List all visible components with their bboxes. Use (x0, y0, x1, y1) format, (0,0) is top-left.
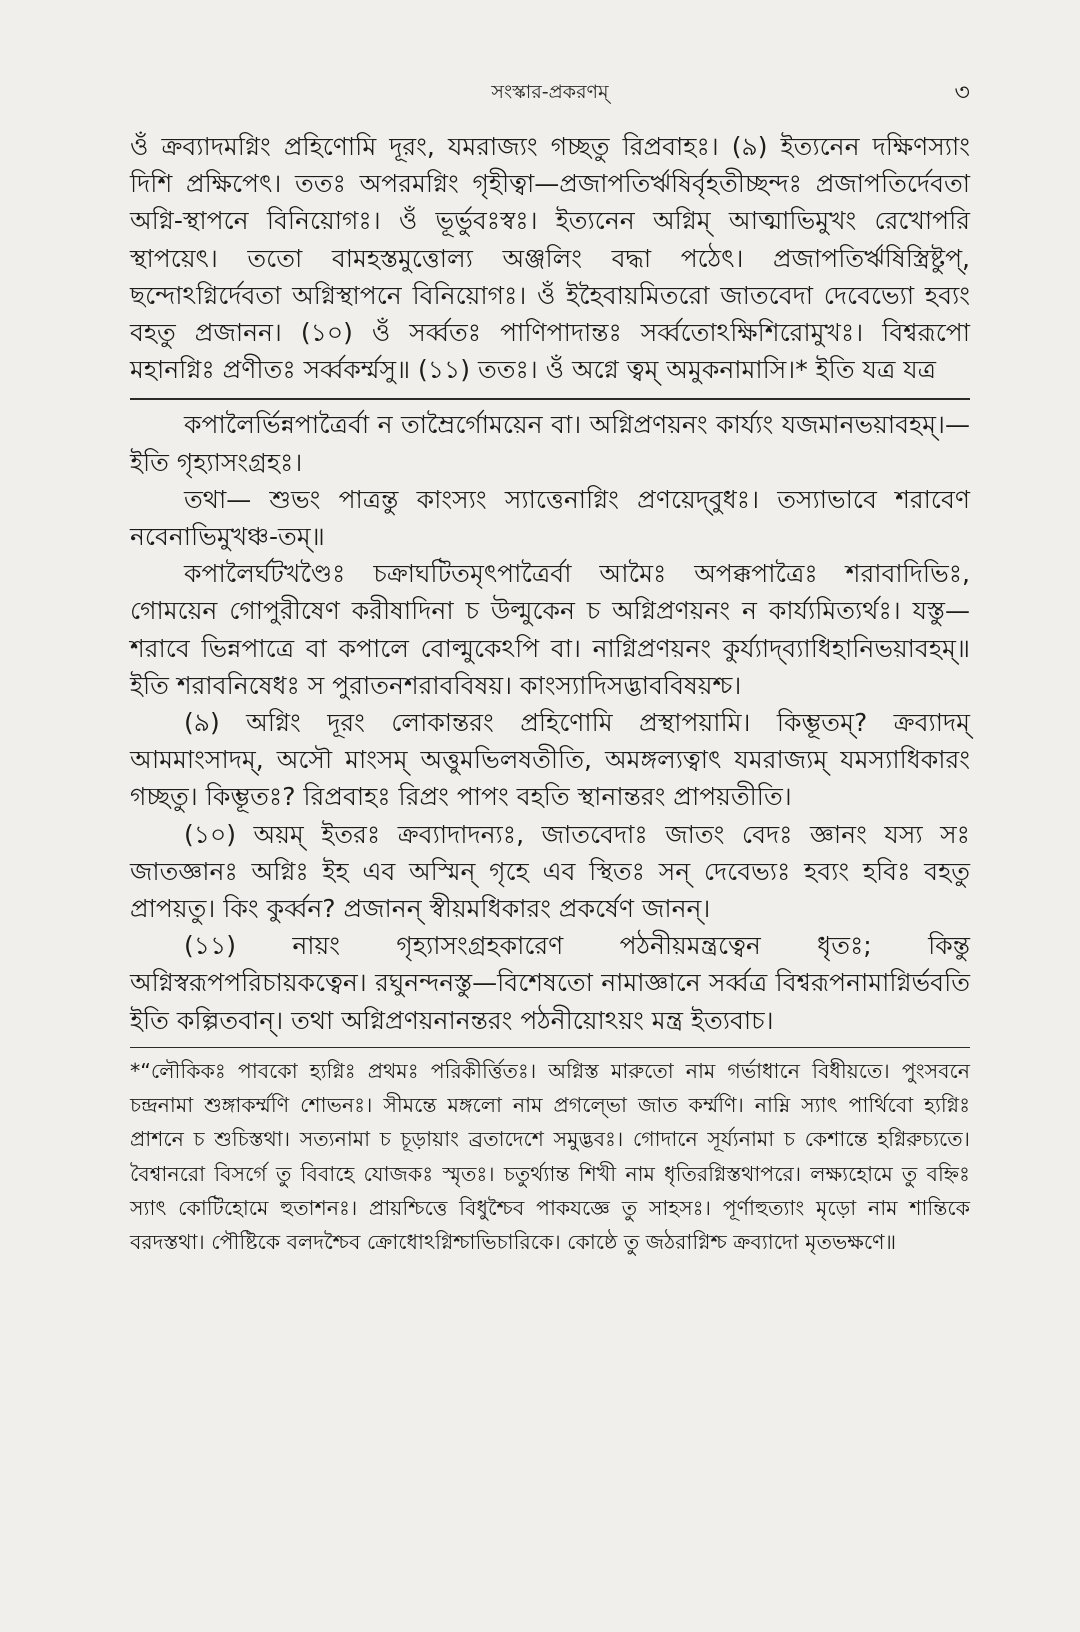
book-page (130, 72, 970, 1260)
main-text: ওঁ ক্রব্যাদমগ্নিং প্রহিণোমি দূরং, যমরাজ্যং গচ্ছতু রিপ্রবাহঃ। (৯) ইত্যনেন দক্ষিণস্যাং দিশি প্রক্ষিপেৎ। ততঃ অপরমগ্নিং গৃহীত্বা—প্রজাপতির্ঋষির্বৃহতীচ্ছন্দঃ প্রজাপতির্দেবতা অগ্নি-স্থাপনে বিনিয়োগঃ। ওঁ ভূর্ভুবঃস্বঃ। ইত্যনেন অগ্নিম্ আত্মাভিমুখং রেখোপরি স্থাপয়েৎ। ততো বামহস্তমুত্তোল্য অঞ্জলিং বদ্ধা পঠেৎ। প্রজাপতির্ঋষিস্ত্রিষ্টুপ্‌, ছন্দোঽগ্নির্দেবতা অগ্নিস্থাপনে বিনিয়োগঃ। ওঁ ইহৈবায়মিতরো জাতবেদা দেবেভ্যো হব্যং বহতু প্রজানন। (১০) ওঁ সর্ব্বতঃ পাণিপাদান্তঃ সর্ব্বতোঽক্ষিশিরোমুখঃ। বিশ্বরূপো মহানগ্নিঃ প্রণীতঃ সর্ব্বকর্ম্মসু॥ (১১) ততঃ। ওঁ অগ্নে ত্বম্ অমুকনামাসি।* ইতি যত্র যত্র (130, 132, 970, 385)
running-header (130, 72, 970, 112)
section-divider (130, 398, 970, 400)
footnote-text: *“লৌকিকঃ পাবকো হ্যগ্নিঃ প্রথমঃ পরিকীর্ত্তিতঃ। অগ্নিস্ত মারুতো নাম গর্ভাধানে বিধীয়তে। পুংসবনে চন্দ্রনামা শুঙ্গাকর্ম্মণি শোভনঃ। সীমন্তে মঙ্গলো নাম প্রগল্ভো জাত কর্ম্মণি। নাম্নি স্যাৎ পার্থিবো হ্যগ্নিঃ প্রাশনে চ শুচিস্তথা। সত্যনামা চ চূড়ায়াং ব্রতাদেশে সমুদ্ভবঃ। গোদানে সূর্য্যনামা চ কেশান্তে হগ্নিরুচ্যতে। বৈশ্বানরো বিসর্গে তু বিবাহে যোজকঃ স্মৃতঃ। চতুর্থ্যান্ত শিখী নাম ধৃতিরগ্নিস্তথাপরে। লক্ষ্যহোমে তু বহ্নিঃ স্যাৎ কোটিহোমে হুতাশনঃ। প্রায়শ্চিত্তে বিধুশ্চৈব পাকযজ্ঞে তু সাহসঃ। পূর্ণাহুত্যাং মৃড়ো নাম শান্তিকে বরদস্তথা। পৌষ্টিকে বলদশ্চৈব ক্রোধোঽগ্নিশ্চাভিচারিকে। কোষ্ঠে তু জঠরাগ্নিশ্চ ক্রব্যাদো মৃতভক্ষণে॥ (130, 1058, 970, 1255)
commentary-paragraph: কপালৈর্ঘটখণ্ডৈঃ চক্রাঘটিতমৃৎপাত্রৈর্বা আমৈঃ অপক্কপাত্রৈঃ শরাবাদিভিঃ, গোময়েন গোপুরীষেণ করীষাদিনা চ উল্মুকেন চ অগ্নিপ্রণয়নং ন কার্য্যমিত্যর্থঃ। যস্তু—শরাবে ভিন্নপাত্রে বা কপালে বোল্মুকেঽপি বা। নাগ্নিপ্রণয়নং কুর্য্যাদ্‌ব্যাধিহানিভয়াবহম্॥ ইতি শরাবনিষেধঃ স পুরাতনশরাববিষয়। কাংস্যাদিসদ্ভাববিষয়শ্চ। (130, 559, 970, 700)
commentary-paragraph: (৯) অগ্নিং দূরং লোকান্তরং প্রহিণোমি প্রস্থাপয়ামি। কিম্ভূতম্? ক্রব্যাদম্ আমমাংসাদম্, অসৌ মাংসম্ অত্তুমভিলষতীতি, অমঙ্গল্যত্বাৎ যমরাজ্যম্ যমস্যাধিকারং গচ্ছতু। কিম্ভূতঃ? রিপ্রবাহঃ রিপ্রং পাপং বহতি স্থানান্তরং প্রাপয়তীতি। (130, 708, 970, 812)
commentary-paragraph: (১১) নায়ং গৃহ্যাসংগ্রহকারেণ পঠনীয়মন্ত্রত্বেন ধৃতঃ; কিন্তু অগ্নিস্বরূপপরিচায়কত্বেন। রঘুনন্দনস্তু—বিশেষতো নামাজ্ঞানে সর্ব্বত্র বিশ্বরূপনামাগ্নির্ভবতি ইতি কল্পিতবান্। তথা অগ্নিপ্রণয়নানন্তরং পঠনীয়োঽয়ং মন্ত্র ইত্যবাচ। (130, 931, 970, 1035)
commentary-paragraph: তথা— শুভং পাত্রন্তু কাংস্যং স্যাত্তেনাগ্নিং প্রণয়েদ্‌বুধঃ। তস্যাভাবে শরাবেণ নবেনাভিমুখঞ্চ-তম্॥ (130, 484, 970, 552)
footnote-divider (130, 1047, 970, 1048)
commentary-paragraph: কপালৈর্ভিন্নপাত্রৈর্বা ন তাম্রৈর্গোময়েন বা। অগ্নিপ্রণয়নং কার্য্যং যজমানভয়াবহম্।—ইতি গৃহ্যাসংগ্রহঃ। (130, 410, 970, 477)
commentary-paragraph: (১০) অয়ম্ ইতরঃ ক্রব্যাদাদন্যঃ, জাতবেদাঃ জাতং বেদঃ জ্ঞানং যস্য সঃ জাতজ্ঞানঃ অগ্নিঃ ইহ এব অস্মিন্ গৃহে এব স্থিতঃ সন্ দেবেভ্যঃ হব্যং হবিঃ বহতু প্রাপয়তু। কিং কুর্ব্বন? প্রজানন্ স্বীয়মধিকারং প্রকর্ষেণ জানন্। (130, 819, 970, 924)
commentary (130, 406, 970, 1038)
footnote (130, 1054, 970, 1260)
section-title: সংস্কার-প্রকরণম্ (491, 81, 609, 103)
page-number: ৩ (954, 78, 970, 106)
